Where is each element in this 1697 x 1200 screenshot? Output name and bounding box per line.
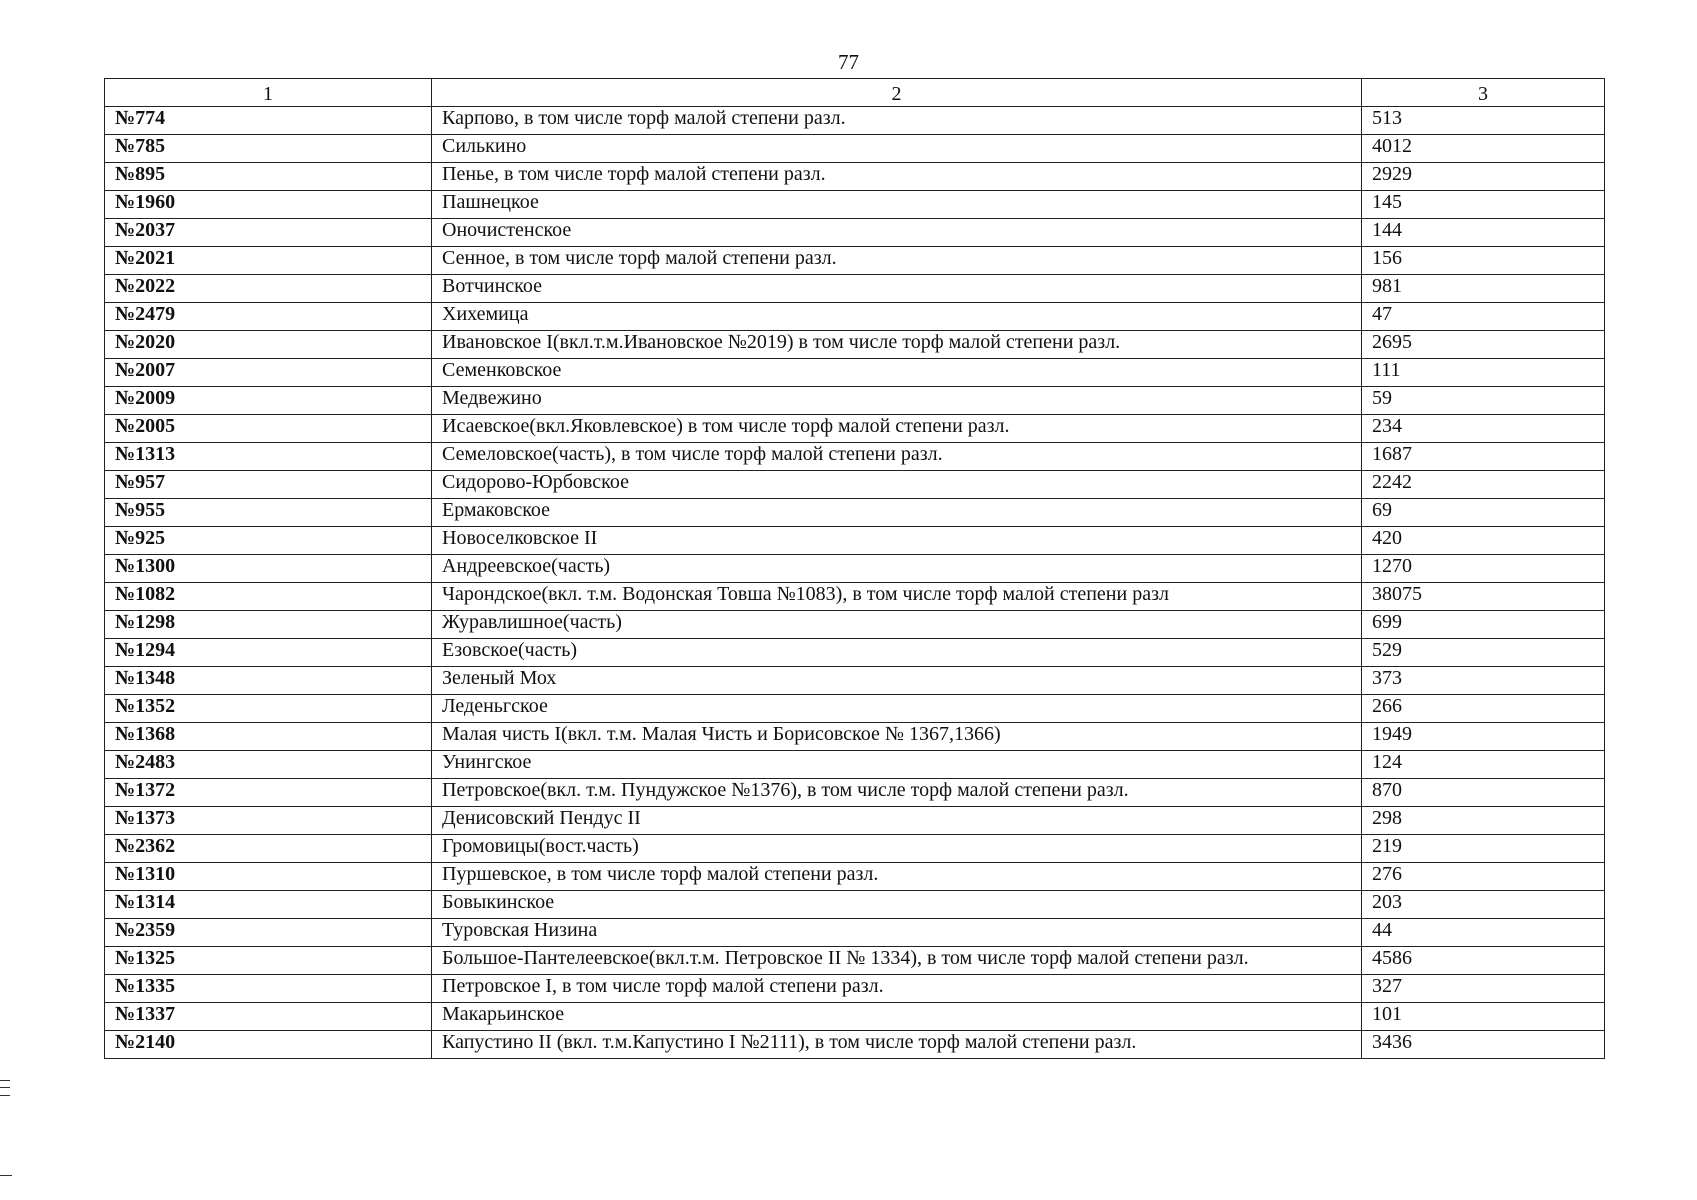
column-header-1: 1: [105, 79, 432, 107]
deposit-value-cell: 59: [1362, 387, 1605, 415]
deposit-value-cell: 276: [1362, 863, 1605, 891]
deposit-value-cell: 124: [1362, 751, 1605, 779]
table-row: [105, 247, 1605, 275]
deposit-number-cell: №2022: [105, 275, 432, 303]
deposit-name-cell: Громовицы(вост.часть): [432, 835, 1362, 863]
deposit-name-cell: Малая чисть I(вкл. т.м. Малая Чисть и Борисовское № 1367,1366): [432, 723, 1362, 751]
deposit-number-cell: №2007: [105, 359, 432, 387]
deposit-name-cell: Леденьгское: [432, 695, 1362, 723]
table-row: [105, 583, 1605, 611]
deposit-name-cell: Макарьинское: [432, 1003, 1362, 1031]
deposit-value-cell: 47: [1362, 303, 1605, 331]
deposit-number-cell: №2359: [105, 919, 432, 947]
deposit-number-cell: №2140: [105, 1031, 432, 1059]
deposit-number-cell: №1310: [105, 863, 432, 891]
deposit-number-cell: №2037: [105, 219, 432, 247]
edge-line: [0, 1175, 12, 1176]
table-row: [105, 807, 1605, 835]
deposit-name-cell: Исаевское(вкл.Яковлевское) в том числе торф малой степени разл.: [432, 415, 1362, 443]
deposit-name-cell: Чарондское(вкл. т.м. Водонская Товша №1083), в том числе торф малой степени разл: [432, 583, 1362, 611]
table-row: [105, 387, 1605, 415]
deposit-name-cell: Семеловское(часть), в том числе торф малой степени разл.: [432, 443, 1362, 471]
deposit-number-cell: №2005: [105, 415, 432, 443]
deposit-value-cell: 1949: [1362, 723, 1605, 751]
deposit-number-cell: №1373: [105, 807, 432, 835]
deposit-number-cell: №1348: [105, 667, 432, 695]
deposit-name-cell: Журавлишное(часть): [432, 611, 1362, 639]
table-row: [105, 667, 1605, 695]
deposit-value-cell: 144: [1362, 219, 1605, 247]
table-row: [105, 611, 1605, 639]
deposit-name-cell: Петровское(вкл. т.м. Пундужское №1376), в том числе торф малой степени разл.: [432, 779, 1362, 807]
deposit-name-cell: Ивановское I(вкл.т.м.Ивановское №2019) в том числе торф малой степени разл.: [432, 331, 1362, 359]
deposit-name-cell: Новоселковское II: [432, 527, 1362, 555]
deposit-value-cell: 101: [1362, 1003, 1605, 1031]
table-row: [105, 751, 1605, 779]
deposit-name-cell: Семенковское: [432, 359, 1362, 387]
deposit-name-cell: Сидорово-Юрбовское: [432, 471, 1362, 499]
deposit-value-cell: 513: [1362, 107, 1605, 135]
deposit-name-cell: Оночистенское: [432, 219, 1362, 247]
deposit-number-cell: №1960: [105, 191, 432, 219]
deposit-value-cell: 4586: [1362, 947, 1605, 975]
deposit-number-cell: №1368: [105, 723, 432, 751]
deposit-name-cell: Пенье, в том числе торф малой степени разл.: [432, 163, 1362, 191]
deposit-value-cell: 38075: [1362, 583, 1605, 611]
deposit-number-cell: №1337: [105, 1003, 432, 1031]
table-row: [105, 555, 1605, 583]
deposit-number-cell: №1298: [105, 611, 432, 639]
deposit-name-cell: Петровское I, в том числе торф малой степени разл.: [432, 975, 1362, 1003]
deposit-number-cell: №1352: [105, 695, 432, 723]
page-number: 77: [838, 50, 859, 74]
table-row: [105, 1003, 1605, 1031]
deposit-name-cell: Туровская Низина: [432, 919, 1362, 947]
table-row: [105, 1031, 1605, 1059]
deposit-value-cell: 234: [1362, 415, 1605, 443]
deposit-name-cell: Силькино: [432, 135, 1362, 163]
deposit-name-cell: Большое-Пантелеевское(вкл.т.м. Петровское II № 1334), в том числе торф малой степени разл.: [432, 947, 1362, 975]
deposit-value-cell: 4012: [1362, 135, 1605, 163]
deposit-number-cell: №895: [105, 163, 432, 191]
deposit-value-cell: 1270: [1362, 555, 1605, 583]
column-header-3: 3: [1362, 79, 1605, 107]
table-row: [105, 135, 1605, 163]
table-row: [105, 527, 1605, 555]
deposit-value-cell: 981: [1362, 275, 1605, 303]
deposit-name-cell: Ермаковское: [432, 499, 1362, 527]
deposit-name-cell: Капустино II (вкл. т.м.Капустино I №2111), в том числе торф малой степени разл.: [432, 1031, 1362, 1059]
deposit-value-cell: 2242: [1362, 471, 1605, 499]
deposit-name-cell: Карпово, в том числе торф малой степени разл.: [432, 107, 1362, 135]
column-header-2: 2: [432, 79, 1362, 107]
deposit-value-cell: 699: [1362, 611, 1605, 639]
table-row: [105, 975, 1605, 1003]
table-row: [105, 275, 1605, 303]
deposit-value-cell: 2695: [1362, 331, 1605, 359]
table-row: [105, 947, 1605, 975]
deposit-name-cell: Пуршевское, в том числе торф малой степени разл.: [432, 863, 1362, 891]
deposit-number-cell: №1082: [105, 583, 432, 611]
table-row: [105, 191, 1605, 219]
deposit-name-cell: Унингское: [432, 751, 1362, 779]
deposit-value-cell: 145: [1362, 191, 1605, 219]
table-row: [105, 891, 1605, 919]
table-row: [105, 107, 1605, 135]
table-row: [105, 443, 1605, 471]
deposit-name-cell: Сенное, в том числе торф малой степени разл.: [432, 247, 1362, 275]
deposit-value-cell: 219: [1362, 835, 1605, 863]
table-row: [105, 863, 1605, 891]
deposit-number-cell: №1300: [105, 555, 432, 583]
table-body: [105, 107, 1605, 1059]
deposit-name-cell: Денисовский Пендус II: [432, 807, 1362, 835]
deposit-number-cell: №1372: [105, 779, 432, 807]
table-row: [105, 331, 1605, 359]
deposit-number-cell: №1335: [105, 975, 432, 1003]
deposit-number-cell: №2483: [105, 751, 432, 779]
deposit-value-cell: 420: [1362, 527, 1605, 555]
deposit-name-cell: Пашнецкое: [432, 191, 1362, 219]
table-row: [105, 779, 1605, 807]
deposit-number-cell: №2020: [105, 331, 432, 359]
deposit-value-cell: 870: [1362, 779, 1605, 807]
deposit-value-cell: 111: [1362, 359, 1605, 387]
deposit-number-cell: №2479: [105, 303, 432, 331]
table-row: [105, 415, 1605, 443]
deposit-number-cell: №1314: [105, 891, 432, 919]
table-row: [105, 835, 1605, 863]
deposit-name-cell: Езовское(часть): [432, 639, 1362, 667]
table-row: [105, 219, 1605, 247]
deposit-number-cell: №2009: [105, 387, 432, 415]
table-row: [105, 639, 1605, 667]
deposit-name-cell: Бовыкинское: [432, 891, 1362, 919]
deposit-name-cell: Хихемица: [432, 303, 1362, 331]
deposit-value-cell: 1687: [1362, 443, 1605, 471]
deposit-name-cell: Медвежино: [432, 387, 1362, 415]
deposit-value-cell: 266: [1362, 695, 1605, 723]
deposit-number-cell: №955: [105, 499, 432, 527]
table-row: [105, 303, 1605, 331]
table-row: [105, 919, 1605, 947]
deposit-name-cell: Вотчинское: [432, 275, 1362, 303]
deposit-value-cell: 373: [1362, 667, 1605, 695]
deposit-value-cell: 529: [1362, 639, 1605, 667]
deposit-name-cell: Андреевское(часть): [432, 555, 1362, 583]
deposit-number-cell: №2021: [105, 247, 432, 275]
deposit-value-cell: 44: [1362, 919, 1605, 947]
margin-mark: [0, 1080, 10, 1096]
deposit-value-cell: 156: [1362, 247, 1605, 275]
table-header-row: [105, 79, 1605, 107]
deposit-number-cell: №785: [105, 135, 432, 163]
deposit-value-cell: 69: [1362, 499, 1605, 527]
deposit-value-cell: 203: [1362, 891, 1605, 919]
deposit-value-cell: 3436: [1362, 1031, 1605, 1059]
table-row: [105, 359, 1605, 387]
deposit-number-cell: №1294: [105, 639, 432, 667]
table-row: [105, 471, 1605, 499]
table-row: [105, 499, 1605, 527]
deposit-name-cell: Зеленый Мох: [432, 667, 1362, 695]
deposit-number-cell: №1325: [105, 947, 432, 975]
deposit-value-cell: 2929: [1362, 163, 1605, 191]
table-row: [105, 695, 1605, 723]
peat-deposits-table: [104, 78, 1605, 1059]
deposit-number-cell: №925: [105, 527, 432, 555]
deposit-value-cell: 327: [1362, 975, 1605, 1003]
deposit-value-cell: 298: [1362, 807, 1605, 835]
table-row: [105, 723, 1605, 751]
table-row: [105, 163, 1605, 191]
deposit-number-cell: №1313: [105, 443, 432, 471]
deposit-number-cell: №774: [105, 107, 432, 135]
deposit-number-cell: №2362: [105, 835, 432, 863]
deposit-number-cell: №957: [105, 471, 432, 499]
